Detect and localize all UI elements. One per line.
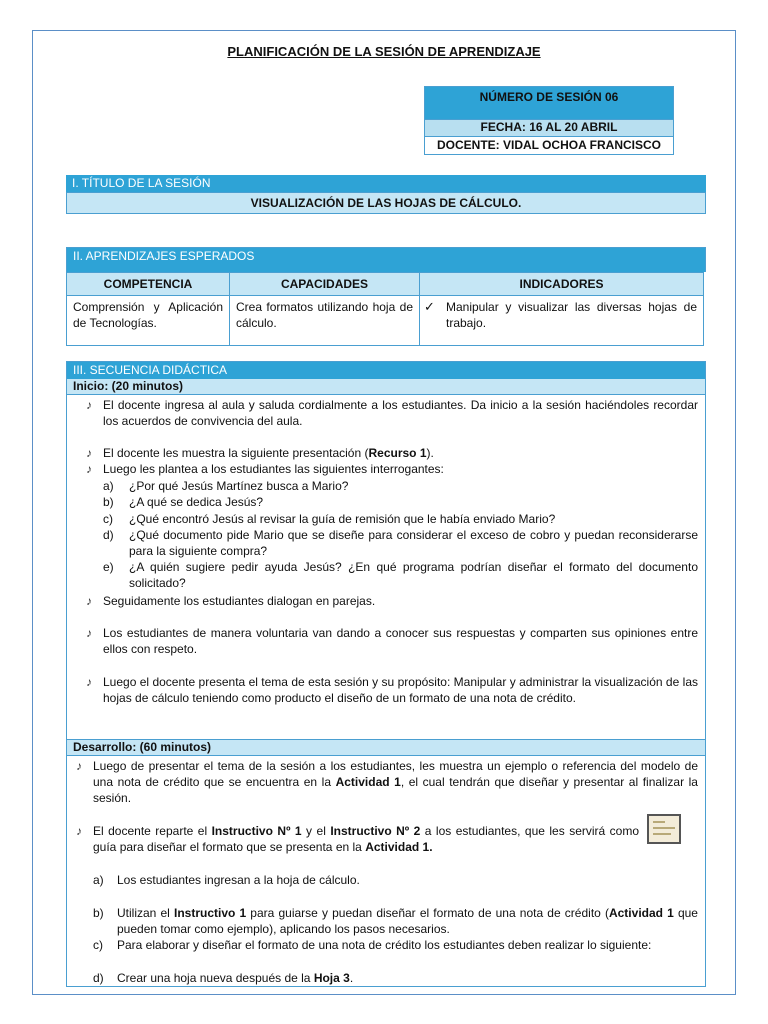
question-d: ¿Qué documento pide Mario que se diseñe para considerar el exceso de cobro y puedan reconsiderarse para la siguiente compra? [129, 528, 698, 558]
hoja-3-label: Hoja 3 [313, 971, 350, 985]
session-teacher: DOCENTE: VIDAL OCHOA FRANCISCO [424, 137, 674, 155]
inicio-p2 [103, 445, 698, 461]
desarrollo-p1-text: Luego de presentar el tema de la sesión a los estudiantes, les muestra un ejemplo o referencia del modelo de una nota de crédito que se encuentra en la [93, 759, 698, 789]
question-a: ¿Por qué Jesús Martínez busca a Mario? [129, 479, 349, 493]
list-marker-b2: b) [93, 906, 104, 920]
list-marker-b: b) [103, 495, 114, 509]
list-marker-e: e) [103, 560, 114, 574]
section-header-secuencia: III. SECUENCIA DIDÁCTICA [67, 362, 705, 379]
inicio-p5: Los estudiantes de manera voluntaria van dando a conocer sus respuestas y comparten sus opiniones entre ellos con respeto. [103, 626, 698, 656]
p2-text-e: a los estudiantes, que les servirá como guía para diseñar el formato que se presenta en la [93, 824, 640, 854]
inicio-p2-text: El docente les muestra la siguiente presentación ( [103, 446, 369, 460]
b-instructivo-1: Instructivo 1 [173, 906, 247, 920]
session-title-value: VISUALIZACIÓN DE LAS HOJAS DE CÁLCULO. [66, 192, 706, 214]
desarrollo-a: Los estudiantes ingresan a la hoja de cálculo. [117, 873, 360, 887]
desarrollo-p2 [93, 823, 639, 855]
b-text-3: para guiarse y puedan diseñar el formato de una nota de crédito ( [246, 906, 609, 920]
desarrollo-d [117, 970, 698, 986]
desarrollo-header: Desarrollo: (60 minutos) [67, 739, 705, 756]
col-competencia: COMPETENCIA [67, 273, 230, 296]
list-marker-d2: d) [93, 971, 104, 985]
b-text-5: que pueden tomar como ejemplo), aplicando los pasos necesarios. [117, 906, 698, 936]
music-note-icon: ♪ [86, 398, 92, 412]
section-header-titulo: I. TÍTULO DE LA SESIÓN [66, 175, 706, 192]
instructivo-1-label: Instructivo Nº 1 [211, 824, 302, 838]
list-marker-c2: c) [93, 938, 103, 952]
p2-text-c: y el [301, 824, 331, 838]
b-text-1: Utilizan el [117, 906, 174, 920]
list-marker-a: a) [103, 479, 114, 493]
list-marker-a2: a) [93, 873, 104, 887]
inicio-p4: Seguidamente los estudiantes dialogan en parejas. [103, 594, 376, 608]
list-marker-c: c) [103, 512, 113, 526]
music-note-icon: ♪ [76, 824, 82, 838]
indicador-text: Manipular y visualizar las diversas hojas de trabajo. [446, 300, 697, 330]
col-indicadores: INDICADORES [420, 273, 704, 296]
desarrollo-c: Para elaborar y diseñar el formato de una nota de crédito los estudiantes deben realizar lo siguiente: [117, 938, 652, 952]
actividad-1-ref: Actividad 1. [365, 840, 433, 854]
list-marker-d: d) [103, 528, 114, 542]
music-note-icon: ♪ [76, 759, 82, 773]
question-c: ¿Qué encontró Jesús al revisar la guía de remisión que le había enviado Mario? [129, 512, 556, 526]
music-note-icon: ♪ [86, 594, 92, 608]
actividad-1-label: Actividad 1 [335, 775, 401, 789]
desarrollo-b [117, 905, 698, 937]
inicio-p6: Luego el docente presenta el tema de esta sesión y su propósito: Manipular y administrar la visualización de las hojas de cálculo teniendo como producto el diseño de un formato de una nota de crédito. [103, 675, 698, 705]
music-note-icon: ♪ [86, 446, 92, 460]
question-e: ¿A quién sugiere pedir ayuda Jesús? ¿En qué programa podrían diseñar el formato del documento solicitado? [129, 560, 698, 590]
section-header-aprendizajes: II. APRENDIZAJES ESPERADOS [66, 247, 706, 272]
desarrollo-p1-end: , el cual tendrán que diseñar y presentar al finalizar la sesión. [93, 775, 698, 805]
b-actividad-1: Actividad 1 [608, 906, 674, 920]
p2-text-a: El docente reparte el [93, 824, 212, 838]
checkmark-icon: ✓ [424, 299, 435, 314]
page-title: PLANIFICACIÓN DE LA SESIÓN DE APRENDIZAJE [227, 44, 541, 59]
music-note-icon: ♪ [86, 626, 92, 640]
inicio-p3: Luego les plantea a los estudiantes las siguientes interrogantes: [103, 462, 444, 476]
session-number: NÚMERO DE SESIÓN 06 [424, 86, 674, 120]
cell-competencia: Comprensión y Aplicación de Tecnologías. [67, 296, 230, 346]
d-text-1: Crear una hoja nueva después de la [117, 971, 314, 985]
instructivo-2-label: Instructivo Nº 2 [330, 824, 421, 838]
document-thumbnail-icon [647, 814, 681, 844]
d-text-3: . [349, 971, 354, 985]
col-capacidades: CAPACIDADES [230, 273, 420, 296]
music-note-icon: ♪ [86, 462, 92, 476]
question-b: ¿A qué se dedica Jesús? [129, 495, 264, 509]
music-note-icon: ♪ [86, 675, 92, 689]
inicio-p1: El docente ingresa al aula y saluda cordialmente a los estudiantes. Da inicio a la sesión haciéndoles recordar los acuerdos de convivencia del aula. [103, 398, 698, 428]
recurso-1-label: Recurso 1 [368, 446, 427, 460]
cell-capacidades: Crea formatos utilizando hoja de cálculo. [230, 296, 420, 346]
desarrollo-p1 [93, 758, 698, 806]
inicio-header: Inicio: (20 minutos) [67, 379, 705, 395]
inicio-p2-end: ). [426, 446, 434, 460]
session-date: FECHA: 16 AL 20 ABRIL [424, 120, 674, 137]
